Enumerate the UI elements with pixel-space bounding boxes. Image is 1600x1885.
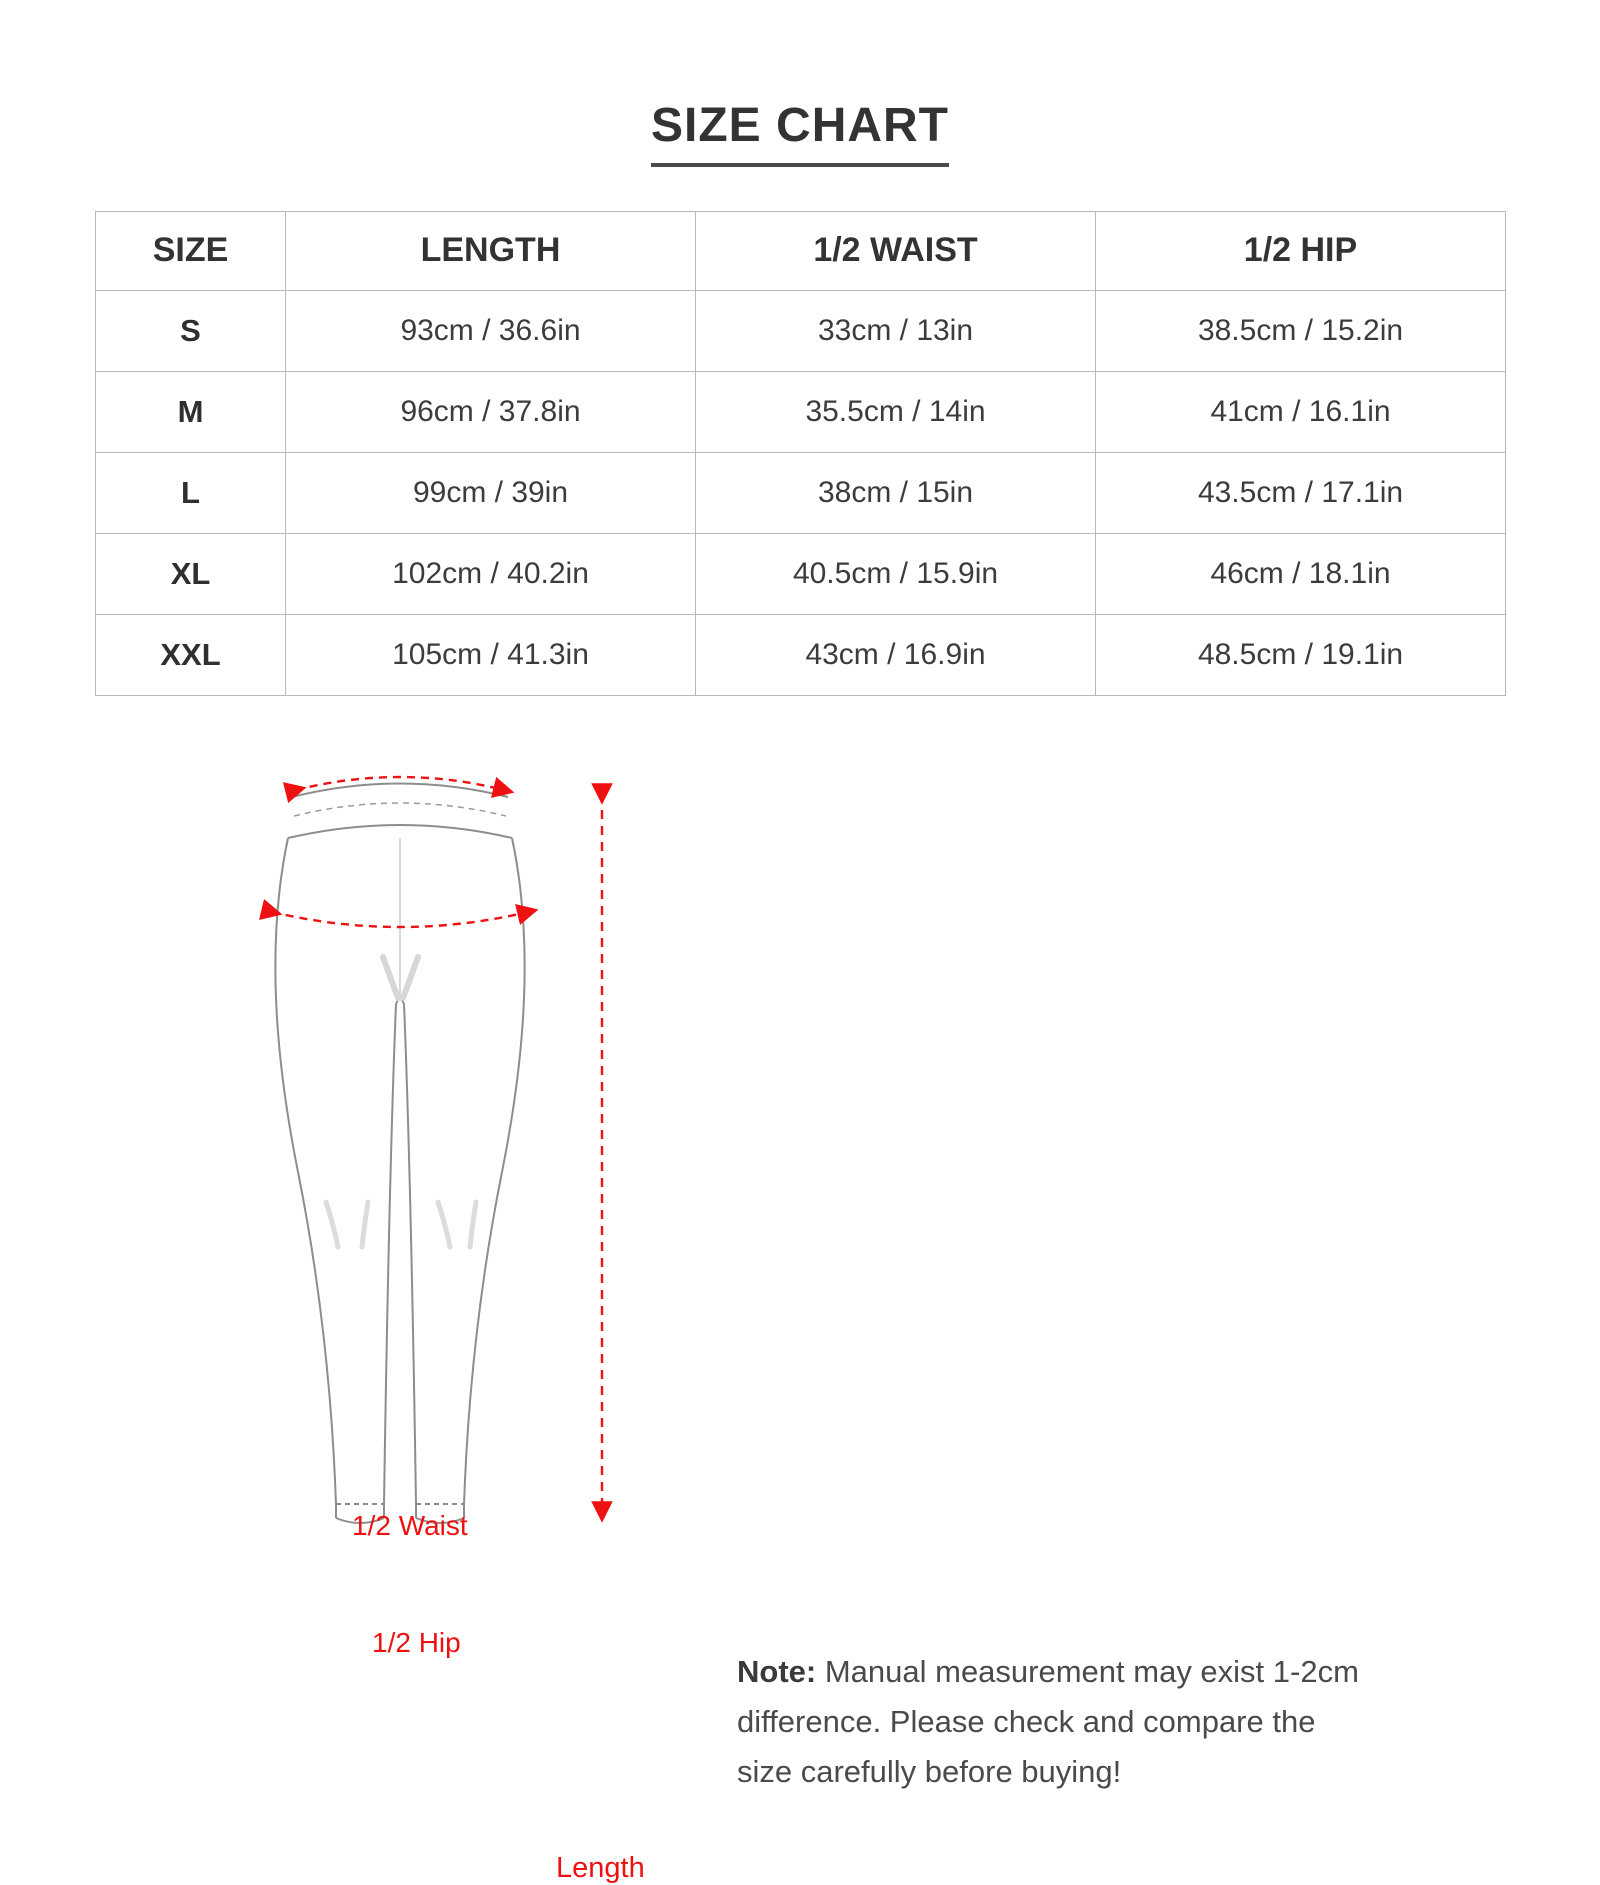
cell-size: S [96, 290, 286, 371]
cell-waist: 43cm / 16.9in [696, 614, 1096, 695]
column-header-hip: 1/2 HIP [1096, 211, 1506, 290]
cell-length: 105cm / 41.3in [286, 614, 696, 695]
cell-size: XL [96, 533, 286, 614]
table-row [96, 452, 1506, 533]
cell-size: XXL [96, 614, 286, 695]
note-text-block [737, 1647, 1377, 1798]
cell-waist: 33cm / 13in [696, 290, 1096, 371]
column-header-size: SIZE [96, 211, 286, 290]
cell-length: 102cm / 40.2in [286, 533, 696, 614]
cell-size: M [96, 371, 286, 452]
cell-length: 96cm / 37.8in [286, 371, 696, 452]
cell-hip: 43.5cm / 17.1in [1096, 452, 1506, 533]
column-header-waist: 1/2 WAIST [696, 211, 1096, 290]
cell-waist: 38cm / 15in [696, 452, 1096, 533]
cell-length: 99cm / 39in [286, 452, 696, 533]
table-row [96, 614, 1506, 695]
note-body: Manual measurement may exist 1-2cm difference. Please check and compare the size carefully before buying! [737, 1653, 1359, 1790]
table-header-row [96, 211, 1506, 290]
label-half-waist: 1/2 Waist [352, 1509, 468, 1541]
table-row [96, 290, 1506, 371]
size-chart-table [95, 211, 1506, 696]
column-header-length: LENGTH [286, 211, 696, 290]
cell-hip: 38.5cm / 15.2in [1096, 290, 1506, 371]
page-title-container [0, 0, 1600, 167]
label-length: Length [556, 1851, 645, 1884]
cell-hip: 46cm / 18.1in [1096, 533, 1506, 614]
cell-waist: 40.5cm / 15.9in [696, 533, 1096, 614]
table-row [96, 371, 1506, 452]
size-chart-table-container [95, 211, 1505, 696]
cell-length: 93cm / 36.6in [286, 290, 696, 371]
measurement-diagram-section [0, 732, 1600, 1884]
cell-hip: 41cm / 16.1in [1096, 371, 1506, 452]
page-title: SIZE CHART [651, 100, 949, 167]
note-prefix: Note: [737, 1653, 817, 1689]
leggings-illustration [250, 742, 720, 1582]
cell-size: L [96, 452, 286, 533]
cell-hip: 48.5cm / 19.1in [1096, 614, 1506, 695]
label-half-hip: 1/2 Hip [372, 1626, 461, 1658]
table-row [96, 533, 1506, 614]
cell-waist: 35.5cm / 14in [696, 371, 1096, 452]
